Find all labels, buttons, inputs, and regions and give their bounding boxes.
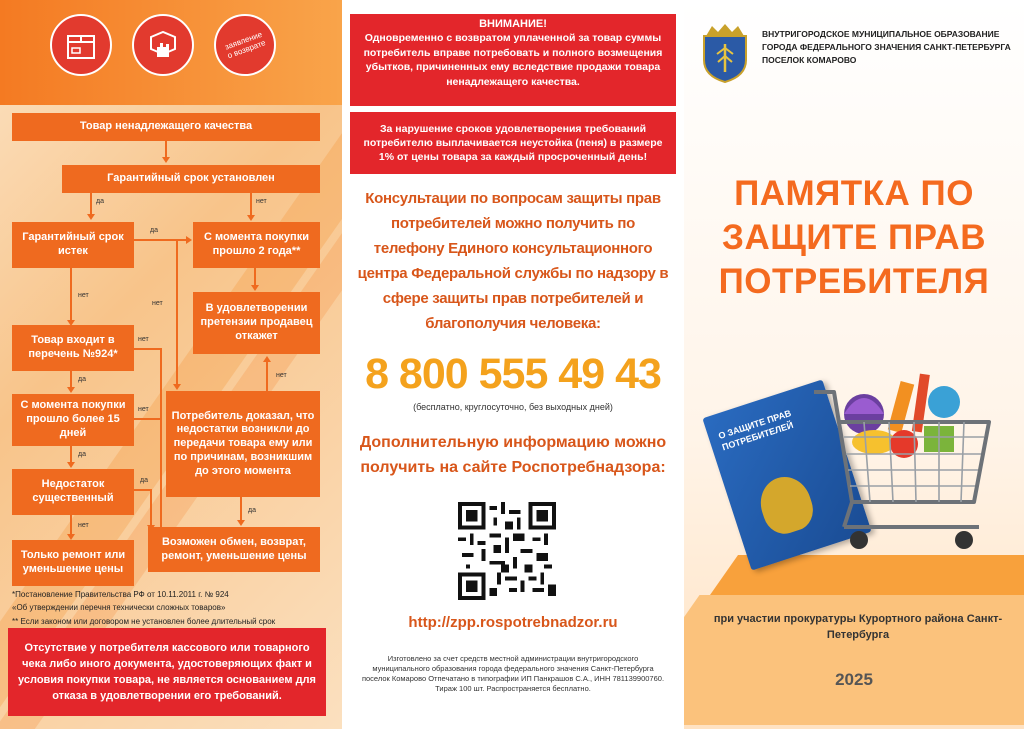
flow-arrow [247, 215, 255, 221]
label-no: нет [152, 300, 163, 307]
flow-arrow [67, 462, 75, 468]
label-yes: да [96, 198, 104, 205]
footnote-2: «Об утверждении перечня технически сложных товаров» [12, 603, 226, 612]
book-title: О ЗАЩИТЕ ПРАВ ПОТРЕБИТЕЛЕЙ [717, 407, 795, 453]
label-yes: да [78, 376, 86, 383]
org-line-1: ВНУТРИГОРОДСКОЕ МУНИЦИПАЛЬНОЕ ОБРАЗОВАНИЕ [762, 29, 1000, 39]
flow-arrow [251, 285, 259, 291]
label-yes: да [248, 507, 256, 514]
right-panel [684, 0, 1024, 729]
flow-line [266, 360, 268, 391]
flow-box-refused: В удовлетворении претензии продавец откажет [193, 292, 320, 354]
main-title [684, 172, 1024, 304]
label-yes: да [150, 227, 158, 234]
flow-line [150, 489, 152, 527]
flow-box-significant-defect: Недостаток существенный [12, 469, 134, 515]
flow-box-two-years: С момента покупки прошло 2 года** [193, 222, 320, 268]
attention-title: ВНИМАНИЕ! [479, 18, 547, 30]
flow-line [176, 239, 178, 385]
flow-arrow [263, 356, 271, 362]
label-yes: да [140, 477, 148, 484]
label-no: нет [138, 336, 149, 343]
qr-code[interactable] [458, 502, 556, 600]
left-panel [0, 0, 342, 729]
flow-box-bad-quality: Товар ненадлежащего качества [12, 113, 320, 141]
flow-line [134, 239, 186, 241]
flow-box-15-days: С момента покупки прошло более 15 дней [12, 394, 134, 446]
flow-box-list-924: Товар входит в перечень №924* [12, 325, 134, 371]
flow-line [254, 268, 256, 286]
website-link[interactable]: http://zpp.rospotrebnadzor.ru [408, 614, 618, 631]
footnote-3: ** Если законом или договором не установлен более длительный срок [12, 617, 276, 626]
hotline-phone[interactable]: 8 800 555 49 43 [365, 350, 661, 398]
phone-note: (бесплатно, круглосуточно, без выходных дней) [413, 402, 613, 412]
org-line-3: ПОСЕЛОК КОМАРОВО [762, 55, 857, 65]
flow-box-repair-only: Только ремонт или уменьшение цены [12, 540, 134, 586]
flow-arrow [67, 387, 75, 393]
flow-line [160, 348, 162, 528]
flow-box-proved: Потребитель доказал, что недостатки возникли до передачи товара ему или по причинам, возникшим до этого момента [166, 391, 320, 497]
flow-box-exchange: Возможен обмен, возврат, ремонт, уменьшение цены [148, 527, 320, 572]
label-no: нет [78, 522, 89, 529]
application-icon-text: заявление о возврате [223, 29, 267, 61]
flow-arrow [87, 214, 95, 220]
prosecutor-note: при участии прокуратуры Курортного района Санкт-Петербурга [713, 613, 1003, 641]
penalty-box: За нарушение сроков удовлетворения требований потребителю выплачивается неустойка (пеня) в размере 1% от цены товара за каждый просроченный день! [350, 112, 676, 174]
organization-name [762, 28, 1017, 67]
middle-panel [342, 0, 684, 729]
flow-line [250, 193, 252, 217]
title-line-2: ЗАЩИТЕ ПРАВ [722, 218, 986, 257]
title-line-1: ПАМЯТКА ПО [734, 174, 974, 213]
flow-line [70, 268, 72, 322]
flow-arrow [237, 520, 245, 526]
footnote-1: *Постановление Правительства РФ от 10.11.2011 г. № 924 [12, 590, 229, 599]
flow-line [134, 418, 162, 420]
receipt-warning: Отсутствие у потребителя кассового или товарного чека либо иного документа, удостоверяющих факт и условия покупки товара, не является основанием для отказа в удовлетворении его требований. [8, 628, 326, 716]
shopping-cart-icon [804, 362, 1014, 562]
flow-line [240, 497, 242, 521]
flow-line [134, 348, 162, 350]
label-yes: да [78, 451, 86, 458]
attention-text: Одновременно с возвратом уплаченной за товар суммы потребитель вправе потребовать и полного возмещения убытков, причиненных ему вследствие продажи товара ненадлежащего качества. [363, 32, 663, 88]
application-icon [214, 14, 276, 76]
more-info-text: Дополнительную информацию можно получить на сайте Роспотребнадзора: [359, 434, 667, 476]
coat-of-arms-icon [698, 22, 752, 84]
title-line-3: ПОТРЕБИТЕЛЯ [718, 262, 990, 301]
box-icon [50, 14, 112, 76]
label-no: нет [78, 292, 89, 299]
hand-box-icon [132, 14, 194, 76]
label-no: нет [138, 406, 149, 413]
flow-arrow [173, 384, 181, 390]
label-no: нет [276, 372, 287, 379]
flow-line [70, 515, 72, 535]
flow-box-warranty-expired: Гарантийный срок истек [12, 222, 134, 268]
flow-line [90, 193, 92, 215]
org-line-2: ГОРОДА ФЕДЕРАЛЬНОГО ЗНАЧЕНИЯ САНКТ-ПЕТЕРБУРГА [762, 42, 1011, 52]
flow-arrow [186, 236, 192, 244]
flow-box-warranty-set: Гарантийный срок установлен [62, 165, 320, 193]
attention-box [350, 14, 676, 106]
flow-arrow [162, 157, 170, 163]
label-no: нет [256, 198, 267, 205]
imprint-text: Изготовлено за счет средств местной администрации внутригородского муниципального образования города федерального значения Санкт-Петербурга поселок Комарово Отпечатано в типографии ИП Панкрашов С.А., ИНН 781139900760. Тираж 100 шт. Распространяется бесплатно. [361, 654, 665, 693]
year: 2025 [835, 670, 873, 689]
consult-text: Консультации по вопросам защиты прав потребителей можно получить по телефону Единого консультационного центра Федеральной службы по надзору в сфере защиты прав потребителей и благополучия человека: [357, 190, 669, 332]
